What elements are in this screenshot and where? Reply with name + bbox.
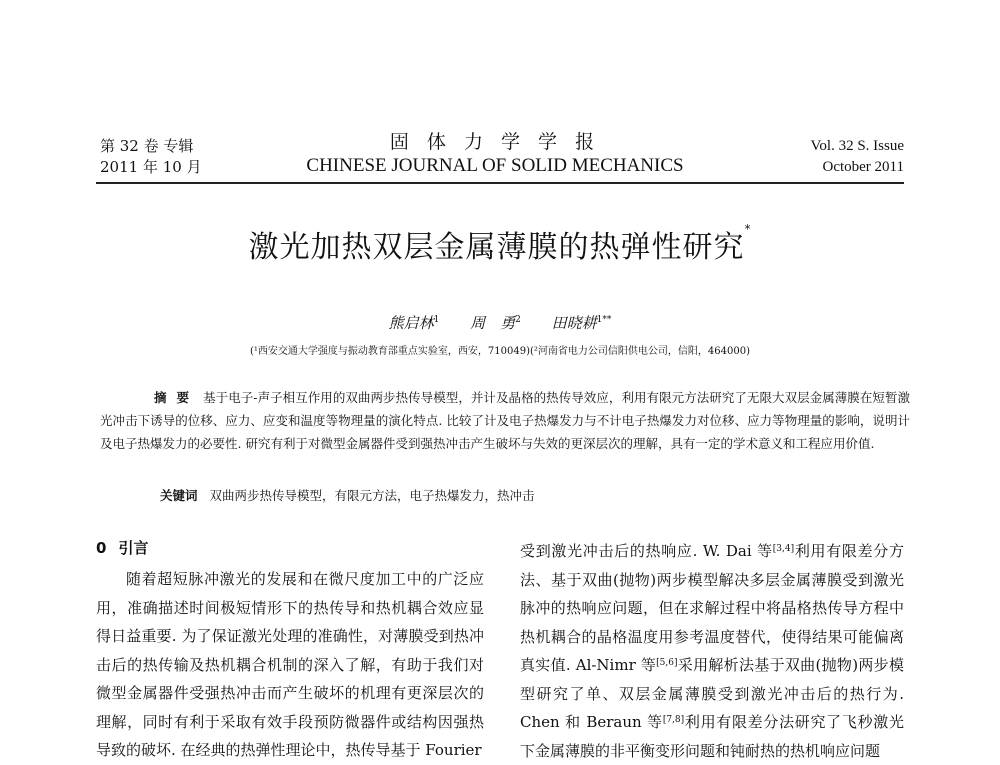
author	[470, 314, 521, 332]
header-right	[811, 136, 905, 178]
keywords	[100, 484, 910, 507]
header-left	[100, 136, 202, 178]
journal-title-en: CHINESE JOURNAL OF SOLID MECHANICS	[306, 155, 684, 176]
header-center	[260, 130, 730, 178]
right-column	[520, 537, 904, 765]
header-rule	[96, 182, 904, 184]
text-segment: 采用解析法基于双曲(抛物)两步模型研究了单、双层金属薄膜受到激光冲击后的热行为. Chen 和 Beraun 等	[520, 656, 904, 731]
citation: [5,6]	[656, 658, 678, 668]
author-list	[0, 312, 1000, 333]
citation: [3,4]	[772, 544, 795, 554]
citation: [7,8]	[662, 715, 685, 725]
author-mark: 2	[515, 315, 521, 325]
abstract-text: 基于电子-声子相互作用的双曲两步热传导模型，并计及晶格的热传导效应，利用有限元方法研究了无限大双层金属薄膜在短暂激光冲击下诱导的位移、应力、应变和温度等物理量的演化特点. 比较了计及电子热爆发力与不计电子热爆发力对位移、应力等物理量的影响，说明计及电子热爆发力的必要性. 研究有利于对微型金属器件受到强热冲击产生破坏与失效的更深层次的理解，具有一定的学术意义和工程应用价值.	[100, 390, 910, 451]
abstract	[100, 386, 910, 455]
text-segment: 利用有限差分方法、基于双曲(抛物)两步模型解决多层金属薄膜受到激光脉冲的热响应问题，但在求解过程中将晶格热传导方程中热机耦合的晶格温度用参考温度替代，使得结果可能偏离真实值. Al-Nimr 等	[520, 542, 904, 674]
author	[552, 314, 612, 332]
author-mark: 1	[433, 315, 440, 325]
text-segment: 受到激光冲击后的热响应. W. Dai 等	[520, 542, 773, 560]
author-name: 田晓耕	[551, 314, 597, 332]
intro-paragraph: 随着超短脉冲激光的发展和在微尺度加工中的广泛应用，准确描述时间极短情形下的热传导和热机耦合效应显得日益重要. 为了保证激光处理的准确性，对薄膜受到热冲击后的热传输及热机耦合机制的深入了解，有助于我们对微型金属器件受强热冲击而产生破坏的机理有更深层次的理解，同时有利于采取有效手段预防微器件或结构因强热导致的破坏. 在经典的热弹性理论中，热传导基于 Fourier	[96, 570, 484, 759]
volume-cn: 第 32 卷 专辑	[100, 137, 194, 155]
date-cn: 2011 年 10 月	[100, 158, 202, 176]
title-footnote-mark: *	[744, 222, 752, 236]
section-heading	[96, 537, 148, 558]
section-title: 引言	[118, 539, 149, 557]
keywords-label: 关键词	[160, 488, 198, 503]
author	[389, 314, 440, 332]
volume-en: Vol. 32 S. Issue	[810, 138, 904, 154]
affiliation: (¹西安交通大学强度与振动教育部重点实验室，西安，710049)(²河南省电力公司信阳供电公司，信阳，464000)	[250, 346, 750, 357]
paper-title-text: 激光加热双层金属薄膜的热弹性研究	[248, 230, 745, 265]
text-segment: 利用有限差分法研究了飞秒激光下金属薄膜的非平衡变形问题和钝耐热的热机响应问题	[520, 713, 904, 760]
abstract-label: 摘要	[154, 390, 200, 405]
section-number: 0	[96, 539, 107, 557]
intro-paragraph-continued	[520, 537, 904, 765]
keywords-text: 双曲两步热传导模型，有限元方法，电子热爆发力，热冲击	[209, 488, 535, 503]
journal-title-cn: 固 体 力 学 学 报	[389, 131, 601, 153]
author-mark: 1**	[596, 315, 612, 325]
author-name: 周 勇	[470, 314, 516, 332]
date-en: October 2011	[822, 159, 904, 175]
paper-title	[0, 222, 1000, 266]
left-column	[96, 565, 484, 765]
author-name: 熊启林	[388, 314, 434, 332]
